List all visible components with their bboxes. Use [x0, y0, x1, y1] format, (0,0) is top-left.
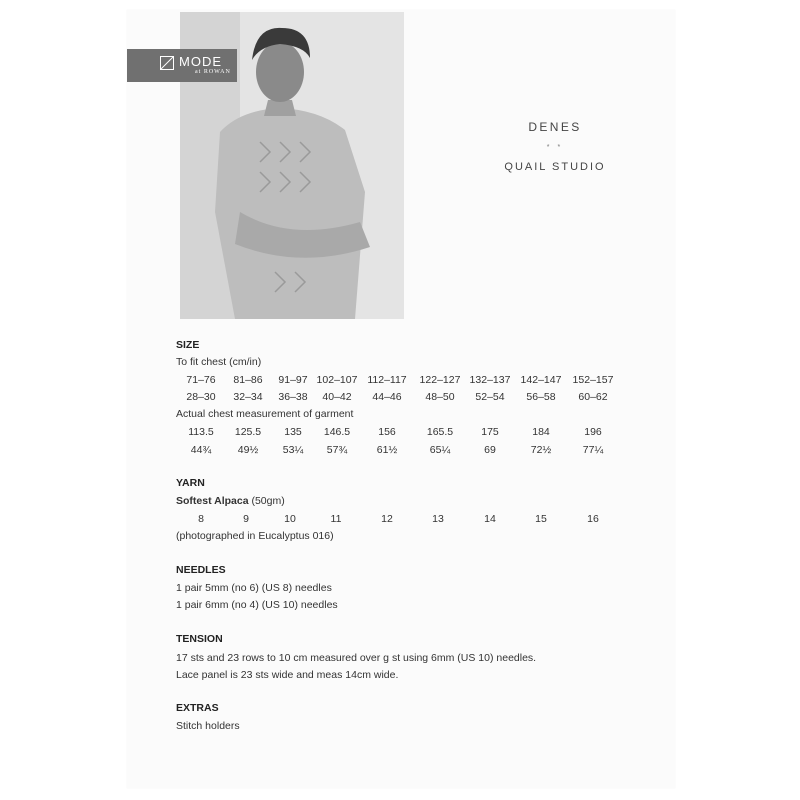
tension-line: 17 sts and 23 rows to 10 cm measured over g st using 6mm (US 10) needles.: [176, 652, 537, 664]
actual-cm-cell: 196: [584, 426, 602, 438]
actual-in-cell: 44¾: [190, 444, 212, 456]
yarn-balls-cell: 10: [284, 513, 296, 525]
extras-heading: EXTRAS: [176, 702, 219, 714]
size-in-row: [176, 391, 646, 405]
design-name: DENES: [528, 120, 582, 134]
actual-cm-cell: 146.5: [323, 426, 351, 438]
size-in-cell: 44–46: [372, 391, 402, 403]
photographed-note: (photographed in Eucalyptus 016): [176, 530, 334, 542]
actual-chest-label: Actual chest measurement of garment: [176, 408, 354, 420]
size-in-cell: 52–54: [475, 391, 505, 403]
yarn-name: Softest Alpaca: [176, 495, 249, 507]
actual-cm-cell: 113.5: [188, 426, 214, 438]
yarn-balls-cell: 14: [484, 513, 496, 525]
actual-in-cell: 65¼: [429, 444, 451, 456]
size-in-cell: 36–38: [278, 391, 308, 403]
size-cm-row: [176, 374, 646, 388]
size-in-cell: 60–62: [578, 391, 608, 403]
actual-in-cell: 77¼: [582, 444, 604, 456]
size-in-cell: 40–42: [322, 391, 352, 403]
tension-heading: TENSION: [176, 633, 223, 645]
size-in-cell: 28–30: [186, 391, 216, 403]
size-cm-cell: 132–137: [469, 374, 511, 386]
brand-logo: [127, 49, 237, 82]
size-cm-cell: 122–127: [419, 374, 461, 386]
yarn-balls-cell: 11: [330, 513, 342, 525]
actual-in-cell: 57¾: [326, 444, 348, 456]
brand-name: MODE: [179, 54, 222, 69]
yarn-balls-cell: 12: [381, 513, 393, 525]
yarn-heading: YARN: [176, 477, 205, 489]
size-cm-cell: 142–147: [520, 374, 562, 386]
actual-cm-cell: 125.5: [234, 426, 262, 438]
actual-in-row: [176, 444, 646, 458]
brand-mark-icon: [160, 56, 174, 70]
actual-cm-cell: 156: [378, 426, 396, 438]
yarn-balls-cell: 8: [198, 513, 204, 525]
needles-line: 1 pair 6mm (no 4) (US 10) needles: [176, 599, 338, 611]
actual-cm-cell: 135: [284, 426, 302, 438]
actual-in-cell: 61½: [376, 444, 398, 456]
actual-cm-cell: 184: [532, 426, 550, 438]
size-heading: SIZE: [176, 339, 200, 351]
yarn-balls-cell: 9: [243, 513, 249, 525]
size-cm-cell: 91–97: [278, 374, 308, 386]
extras-line: Stitch holders: [176, 720, 240, 732]
title-block: [470, 120, 640, 173]
actual-in-cell: 72½: [530, 444, 552, 456]
size-cm-cell: 152–157: [572, 374, 614, 386]
yarn-weight: (50gm): [248, 495, 285, 507]
yarn-balls-cell: 13: [432, 513, 444, 525]
actual-in-cell: 49½: [237, 444, 259, 456]
yarn-name-line: [176, 495, 285, 507]
yarn-balls-cell: 16: [587, 513, 599, 525]
yarn-balls-cell: 15: [535, 513, 547, 525]
brand-sub: at ROWAN: [195, 69, 231, 75]
size-cm-cell: 81–86: [233, 374, 263, 386]
size-in-cell: 56–58: [526, 391, 556, 403]
size-in-cell: 48–50: [425, 391, 455, 403]
actual-cm-cell: 175: [481, 426, 499, 438]
actual-cm-row: [176, 426, 646, 440]
actual-in-cell: 53¼: [282, 444, 304, 456]
fit-chest-label: To fit chest (cm/in): [176, 356, 262, 368]
needles-line: 1 pair 5mm (no 6) (US 8) needles: [176, 582, 332, 594]
yarn-balls-row: [176, 513, 646, 527]
difficulty-stars: * *: [546, 144, 564, 151]
size-cm-cell: 71–76: [186, 374, 216, 386]
tension-line: Lace panel is 23 sts wide and meas 14cm wide.: [176, 669, 399, 681]
needles-heading: NEEDLES: [176, 564, 226, 576]
size-cm-cell: 112–117: [367, 374, 407, 386]
actual-cm-cell: 165.5: [426, 426, 454, 438]
actual-in-cell: 69: [484, 444, 496, 456]
designer-name: QUAIL STUDIO: [504, 161, 606, 173]
size-in-cell: 32–34: [233, 391, 263, 403]
size-cm-cell: 102–107: [316, 374, 358, 386]
